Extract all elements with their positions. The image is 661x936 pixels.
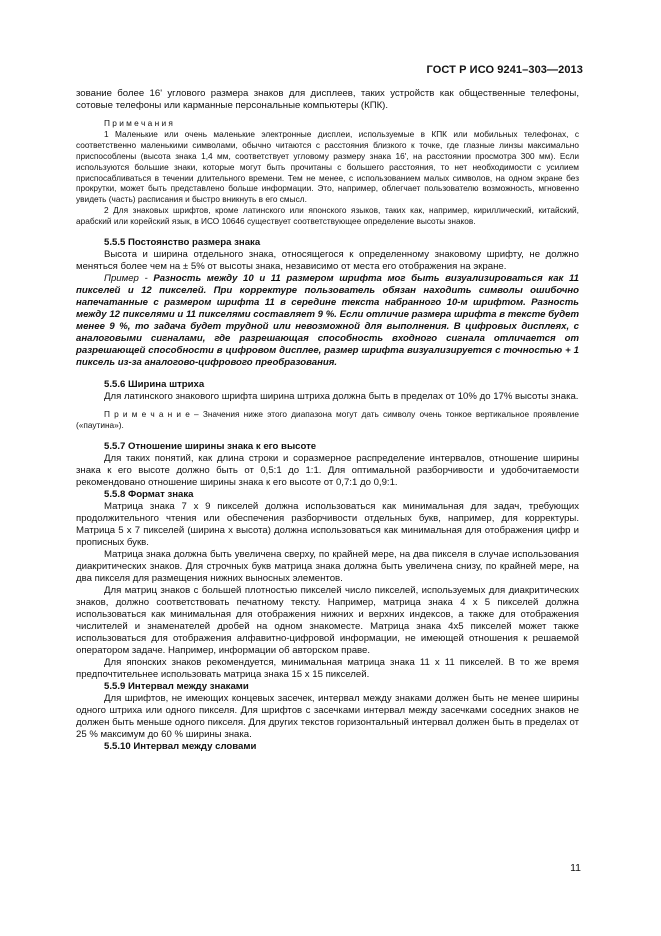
- section-5-5-5-example: [76, 273, 579, 369]
- section-5-5-5-paragraph: Высота и ширина отдельного знака, относящегося к определенному знаковому шрифту, не должно меняться более чем на ± 5% от высоты знака, независимо от места его отображения на экране.: [76, 249, 579, 273]
- section-5-5-9-paragraph: Для шрифтов, не имеющих концевых засечек, интервал между знаками должен быть не менее ширины одного штриха или одного пикселя. Для шрифтов с засечками интервал между засечками соседних знаков не должен быть меньше одного пикселя. Для других текстов горизонтальный интервал должен быть в пределах от 25 % максимум до 60 % ширины знака.: [76, 692, 579, 740]
- notes-label: [76, 118, 579, 129]
- example-lead: Пример -: [104, 273, 154, 285]
- section-title-5-5-7: 5.5.7 Отношение ширины знака к его высоте: [104, 440, 317, 452]
- notes-label-text: П р и м е ч а н и я: [104, 118, 173, 128]
- note-2: 2 Для знаковых шрифтов, кроме латинского или японского языков, таких как, например, кириллический, китайский, арабский или корейский язык, в ИСО 10646 существует соответствующее определение высоты знаков.: [76, 205, 579, 227]
- example-text: Разность между 10 и 11 размером шрифта мог быть визуализироваться как 11 пикселей и 12 пикселей. При корректуре пользователь обязан находить символы ошибочно напечатанные с размером шрифта 11 в середине текста набранного 10-м шрифтом. Разность между 12 пикселями и 11 пикселями составляет 9 %. Если отличие размера шрифта в тексте будет менее 9 %, то задача будет трудной или невозможной для выполнения. В цифровых дисплеях, с аналоговыми сигналами, где разрешающая способность входного сигнала отличается от разрешающей способности в цифровом дисплее, размер шрифта визуализируется с точностью + 1 пиксель из-за аналогово-цифрового преобразования.: [76, 273, 579, 369]
- paragraph-intro: зование более 16' углового размера знаков для дисплеев, таких устройств как общественные телефоны, сотовые телефоны или карманные персональные компьютеры (КПК).: [76, 88, 579, 111]
- note-text: – Значения ниже этого диапазона могут дать символу очень тонкое вертикальное проявление («паутина»).: [76, 409, 580, 430]
- section-5-5-8-paragraph-4: Для японских знаков рекомендуется, минимальная матрица знака 11 х 11 пикселей. В то же время предпочтительнее использовать матрица знака 15 х 15 пикселей.: [76, 656, 579, 680]
- section-title-5-5-5: 5.5.5 Постоянство размера знака: [104, 237, 261, 249]
- note-label: П р и м е ч а н и е: [104, 409, 190, 420]
- section-5-5-8-paragraph-3: Для матриц знаков с большей плотностью пикселей число пикселей, используемых для диакритических знаков, должно соответствовать печатному тексту. Например, матрица знака 4 х 5 пикселей должна использоваться как минимальная для отображения нижних и верхних индексов, а также для отображения числителей и знаменателей дробей на одном знакоместе. Матрица знака 4х5 пикселей может также использоваться для отображения алфавитно-цифровой информации, не имеющей отношения к решаемой оператором задаче. Например, информации об авторском праве.: [76, 584, 579, 656]
- section-title-5-5-10: 5.5.10 Интервал между словами: [104, 740, 257, 752]
- section-title-5-5-9: 5.5.9 Интервал между знаками: [104, 680, 249, 692]
- section-title-5-5-8: 5.5.8 Формат знака: [104, 488, 194, 500]
- section-5-5-6-note: [76, 409, 579, 431]
- section-5-5-6-paragraph: Для латинского знакового шрифта ширина штриха должна быть в пределах от 10% до 17% высоты знака.: [104, 391, 579, 403]
- section-5-5-8-paragraph-2: Матрица знака должна быть увеличена сверху, по крайней мере, на два пикселя в случае использования диакритических знаков. Для строчных букв матрица знака должна быть увеличена снизу, по крайней мере, на два пикселя для размещения нижних выносных элементов.: [76, 548, 579, 584]
- section-title-5-5-6: 5.5.6 Ширина штриха: [104, 379, 205, 391]
- page-number: 11: [570, 862, 581, 874]
- section-5-5-8-paragraph-1: Матрица знака 7 х 9 пикселей должна использоваться как минимальная для задач, требующих продолжительного чтения или обеспечения разборчивости отдельных букв, например, для корректуры. Матрица 5 х 7 пикселей (ширина х высота) должна использоваться как минимальная для отображения цифр и прописных букв.: [76, 500, 579, 548]
- document-body: [76, 88, 579, 753]
- note-1: 1 Маленькие или очень маленькие электронные дисплеи, используемые в КПК или мобильных телефонах, с соответственно маленькими символами, обычно читаются с расстояния близкого к точке, где глазные линзы максимально приспособлены (высота знака 1,4 мм, соответствует угловому размеру знака 16', на расстоянии просмотра 300 мм). Если используются большие знаки, которые могут быть прочитаны с большего расстояния, то нет необходимости с усилием приспосабливаться в течении длительного времени. Тем не менее, с использованием малых символов, на одном экране без прокрутки, может быть представлено больше информации. Это, например, облегчает пользователю возможность, мгновенно увидеть (часть) расписания и быстро вникнуть в его смысл.: [76, 128, 579, 205]
- document-header: ГОСТ Р ИСО 9241–303—2013: [426, 64, 583, 76]
- section-5-5-7-paragraph: Для таких понятий, как длина строки и соразмерное распределение интервалов, отношение ширины знака к его высоте должно быть от 0,5:1 до 1:1. Для оптимальной разборчивости и удобочитаемости рекомендовано отношение ширины знака к его высоте от 0,7:1 до 0,9:1.: [76, 452, 579, 488]
